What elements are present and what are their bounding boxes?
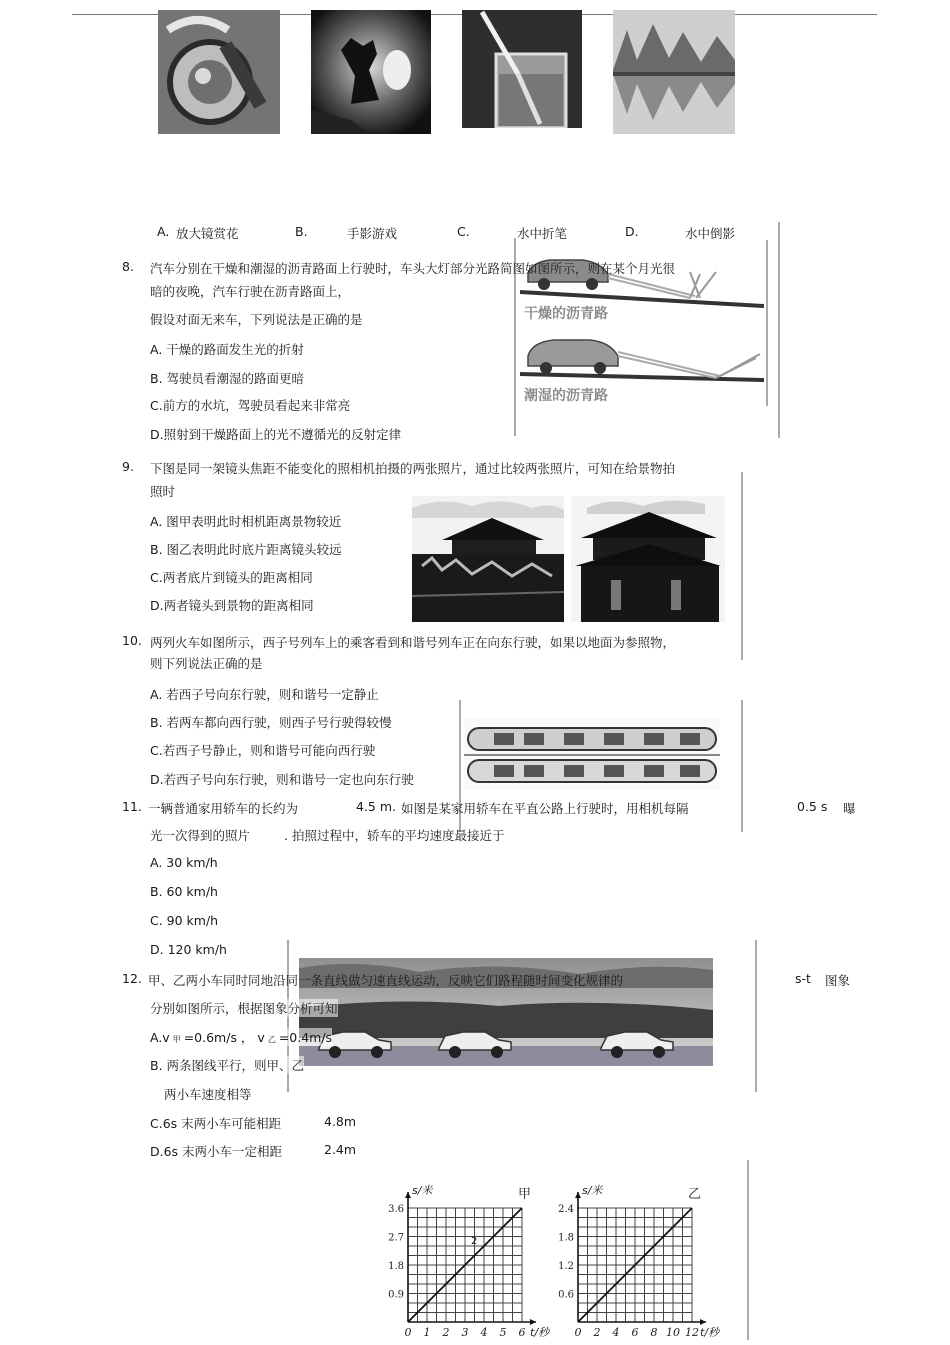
q8-option-c: C.前方的水坑，驾驶员看起来非常亮: [150, 398, 351, 413]
q12-option-a: [150, 1028, 332, 1046]
q8-figure-border-right: [778, 222, 780, 438]
q11-option-a: A. 30 km/h: [150, 855, 218, 870]
q8-number: 8.: [122, 259, 134, 274]
x-tick-label: 10: [666, 1326, 680, 1339]
y-tick-label: 1.8: [388, 1261, 404, 1272]
q7-option-b-text: 手影游戏: [347, 226, 398, 241]
magnifier-photo: [158, 10, 280, 134]
q10-option-a: A. 若西子号向东行驶，则和谐号一定静止: [150, 687, 379, 702]
q11-option-b: B. 60 km/h: [150, 884, 218, 899]
q8-stem-line1: 汽车分别在干燥和潮湿的沥青路面上行驶时，车头大灯部分光路简图如图所示，则在某个月光很: [150, 261, 676, 276]
q11-interval: 0.5 s: [797, 799, 828, 814]
q8-option-d: D.照射到干燥路面上的光不遵循光的反射定律: [150, 427, 402, 442]
two-trains-photo: [464, 718, 720, 790]
q11-figure-border-right: [755, 940, 757, 1092]
q9-option-b: B. 图乙表明此时底片距离镜头较远: [150, 542, 342, 557]
q12-option-a-pre: A.v: [150, 1030, 170, 1045]
q12-option-a-sub1: 甲: [172, 1035, 181, 1044]
q12-stem-part1: 甲、乙两小车同时同地沿同一条直线做匀速直线运动，反映它们路程随时间变化规律的: [148, 973, 624, 988]
q10-stem-line1: 两列火车如图所示，西子号列车上的乘客看到和谐号列车正在向东行驶，如果以地面为参照物，: [150, 635, 676, 650]
q8-figure-border-inner: [766, 240, 768, 406]
q10-stem-line2: 则下列说法正确的是: [150, 656, 263, 671]
q11-stem-line2b: . 拍照过程中，轿车的平均速度最接近于: [284, 828, 505, 843]
q12-option-b-line1: B. 两条图线平行，则甲、乙: [150, 1058, 305, 1073]
q11-option-c: C. 90 km/h: [150, 913, 219, 928]
q12-option-c-value: 4.8m: [324, 1114, 357, 1129]
q9-stem-line1: 下图是同一架镜头焦距不能变化的照相机拍摄的两张照片，通过比较两张照片，可知在给景物拍: [150, 461, 676, 476]
q10-figure-border-right: [741, 700, 743, 832]
q7-option-c-text: 水中折笔: [517, 226, 568, 241]
y-tick-label: 2.4: [558, 1204, 574, 1215]
bent-pencil-photo: [462, 10, 582, 128]
q10-option-d: D.若西子号向东行驶，则和谐号一定也向东行驶: [150, 772, 414, 787]
page-number: 2: [471, 1236, 478, 1247]
y-tick-label: 2.7: [388, 1232, 404, 1244]
y-tick-label: 3.6: [388, 1204, 404, 1215]
x-tick-label: 0: [404, 1326, 412, 1339]
q8-stem-line2: 暗的夜晚，汽车行驶在沥青路面上，: [150, 284, 351, 299]
q12-option-d-value: 2.4m: [324, 1142, 357, 1157]
q10-number: 10.: [122, 633, 142, 648]
q12-option-c-text: C.6s 末两小车可能相距: [150, 1116, 282, 1131]
q12-option-a-sub2: 乙: [267, 1035, 276, 1044]
x-tick-label: 1: [423, 1326, 431, 1339]
q11-stem-line2a: 光一次得到的照片: [150, 828, 251, 843]
x-axis-arrow: [530, 1319, 536, 1325]
chart-title: 甲: [518, 1187, 532, 1202]
q9-number: 9.: [122, 459, 134, 474]
wet-road-label: 潮湿的沥青路: [524, 388, 608, 404]
chart-title: 乙: [688, 1187, 702, 1202]
x-axis-arrow: [700, 1319, 706, 1325]
y-axis-arrow: [405, 1192, 411, 1198]
q12-stem-line2: 分别如图所示，根据图象分析可知: [150, 1001, 338, 1016]
x-tick-label: 6: [631, 1326, 639, 1339]
x-axis-label: t/秒: [530, 1326, 550, 1339]
q12-option-b-line2: 两小车速度相等: [164, 1087, 252, 1102]
q11-stem-part2: 如图是某家用轿车在平直公路上行驶时，用相机每隔: [401, 801, 689, 816]
x-tick-label: 12: [685, 1326, 699, 1339]
x-tick-label: 6: [518, 1326, 526, 1339]
y-axis-arrow: [575, 1192, 581, 1198]
x-tick-label: 2: [442, 1326, 450, 1339]
q7-option-a-letter: A.: [157, 224, 170, 239]
q12-stem-st: s-t: [795, 971, 811, 986]
q12-option-a-mid: =0.6m/s ， v: [183, 1030, 265, 1045]
pavilion-photo-near: [571, 496, 725, 622]
x-tick-label: 4: [612, 1326, 620, 1339]
q7-option-d-letter: D.: [625, 224, 639, 239]
shadow-puppet-photo: [311, 10, 431, 134]
water-reflection-photo: [613, 10, 735, 134]
q9-stem-line2: 照时: [150, 484, 176, 499]
x-tick-label: 4: [480, 1326, 488, 1339]
q12-number: 12.: [122, 971, 142, 986]
x-axis-label: t/秒: [700, 1326, 720, 1339]
q11-number: 11.: [122, 799, 142, 814]
q12-stem-part2: 图象: [825, 973, 851, 988]
q7-option-b-letter: B.: [295, 224, 308, 239]
x-tick-label: 3: [461, 1326, 469, 1339]
q7-option-c-letter: C.: [457, 224, 470, 239]
q9-option-d: D.两者镜头到景物的距离相同: [150, 598, 314, 613]
q7-option-a-text: 放大镜赏花: [176, 226, 239, 241]
x-tick-label: 2: [593, 1326, 601, 1339]
x-tick-label: 8: [650, 1326, 658, 1339]
q12-option-a-end: =0.4m/s: [278, 1030, 333, 1045]
q8-stem-line3: 假设对面无来车，下列说法是正确的是: [150, 312, 363, 327]
q7-option-d-text: 水中倒影: [685, 226, 736, 241]
x-tick-label: 0: [574, 1326, 582, 1339]
q8-option-a: A. 干燥的路面发生光的折射: [150, 342, 304, 357]
q11-stem-part3: 曝: [843, 801, 856, 816]
y-tick-label: 0.6: [558, 1289, 574, 1301]
x-tick-label: 5: [499, 1326, 507, 1339]
q9-option-a: A. 图甲表明此时相机距离景物较近: [150, 514, 342, 529]
q11-option-d: D. 120 km/h: [150, 942, 227, 957]
q8-option-b: B. 驾驶员看潮湿的路面更暗: [150, 371, 305, 386]
y-axis-label: s/米: [412, 1184, 433, 1197]
q12-option-d-text: D.6s 末两小车一定相距: [150, 1144, 283, 1159]
q9-figure-border: [741, 472, 743, 660]
st-graphs: [380, 1162, 750, 1342]
q11-car-length: 4.5 m.: [356, 799, 397, 814]
q11-stem-part1: 一辆普通家用轿车的长约为: [148, 801, 299, 816]
q10-option-b: B. 若两车都向西行驶，则西子号行驶得较慢: [150, 715, 392, 730]
y-tick-label: 1.8: [558, 1232, 574, 1244]
q9-option-c: C.两者底片到镜头的距离相同: [150, 570, 313, 585]
y-axis-label: s/米: [582, 1184, 603, 1197]
y-tick-label: 1.2: [558, 1261, 574, 1272]
y-tick-label: 0.9: [388, 1289, 404, 1301]
dry-road-label: 干燥的沥青路: [524, 306, 608, 322]
pavilion-photo-far: [412, 496, 564, 622]
q10-option-c: C.若西子号静止，则和谐号可能向西行驶: [150, 743, 376, 758]
